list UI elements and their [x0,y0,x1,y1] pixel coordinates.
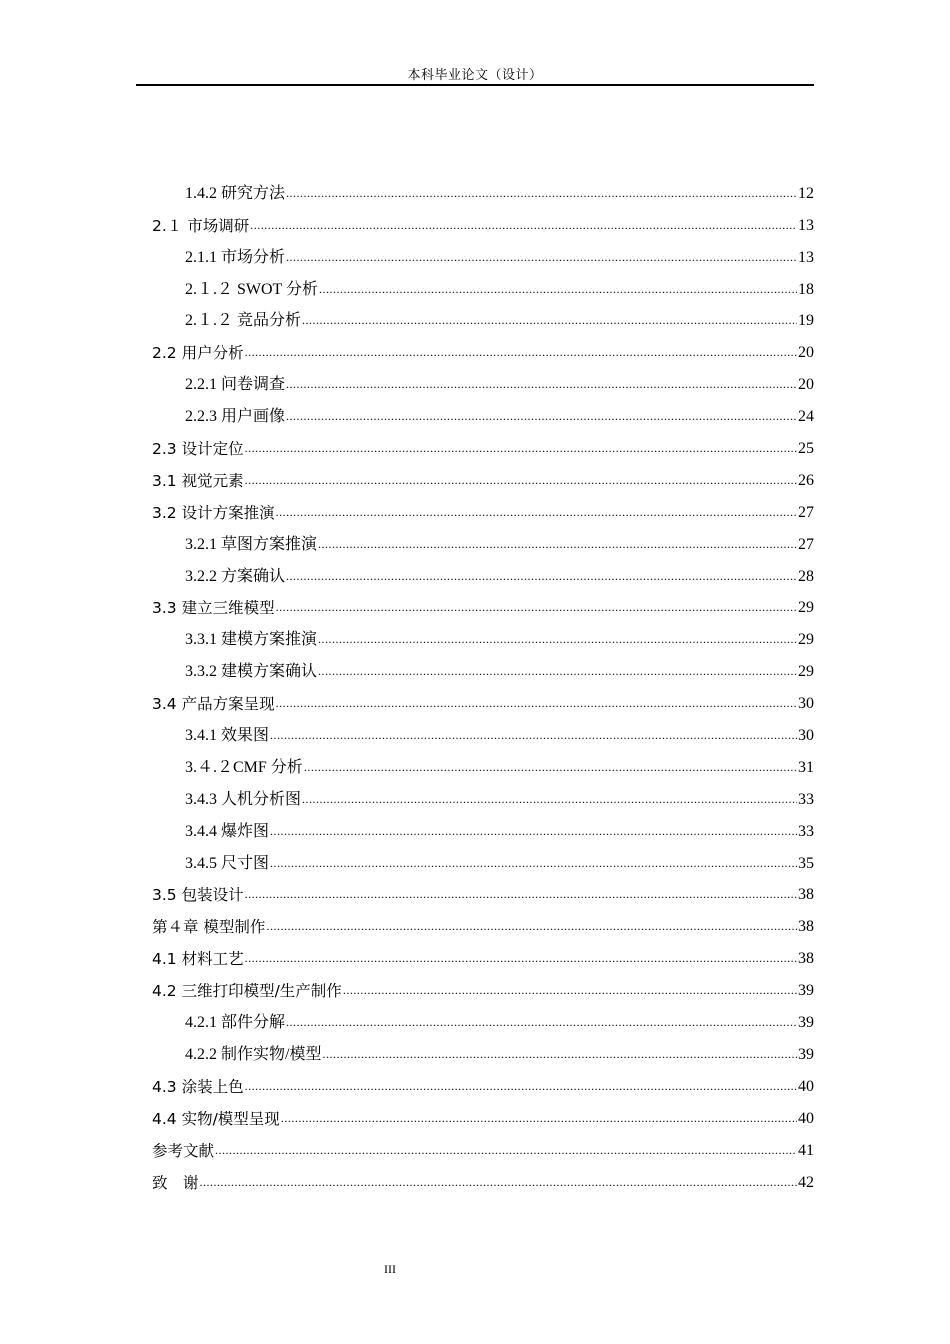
toc-dot-leader [245,438,797,458]
toc-entry-page: 33 [798,790,814,808]
toc-dot-leader [245,948,797,968]
toc-entry-title: 3.3 建立三维模型 [152,599,275,618]
toc-entry-title: 4.1 材料工艺 [152,950,244,969]
toc-entry-page: 30 [798,727,814,745]
toc-entry-title: 3.4.4 爆炸图 [185,822,270,840]
toc-entry-title: 参考文献 [152,1141,215,1160]
toc-entry-page: 39 [798,1045,814,1063]
toc-dot-leader [302,310,797,330]
toc-entry[interactable] [152,395,814,427]
toc-dot-leader [318,534,797,554]
toc-entry-page: 29 [798,599,814,617]
toc-entry-page: 19 [798,312,814,330]
toc-entry-title: 3.3.2 建模方案确认 [185,663,318,681]
toc-dot-leader [281,1108,797,1128]
toc-entry[interactable] [152,268,814,300]
toc-entry-title: 致 谢 [152,1173,199,1192]
toc-dot-leader [302,789,797,809]
toc-entry[interactable] [152,459,814,491]
toc-dot-leader [318,629,797,649]
toc-entry[interactable] [152,1161,814,1193]
toc-entry[interactable] [152,746,814,778]
toc-entry-page: 40 [798,1077,814,1095]
toc-entry-page: 28 [798,567,814,585]
toc-entry-title: 2.１ 市场调研 [152,216,250,235]
toc-entry-title: 4.3 涂装上色 [152,1077,244,1096]
toc-entry-page: 30 [798,695,814,713]
toc-entry-title: 第４章 模型制作 [152,918,266,937]
page-header-title: 本科毕业论文（设计） [407,67,543,82]
toc-entry-page: 27 [798,535,814,553]
toc-dot-leader [286,183,797,203]
toc-entry-page: 38 [798,950,814,968]
toc-entry-page: 29 [798,631,814,649]
toc-entry[interactable] [152,363,814,395]
toc-entry-title: 3.4.3 人机分析图 [185,790,302,808]
toc-entry-title: 2.2.1 问卷调查 [185,376,286,394]
toc-entry-title: 3.3.1 建模方案推演 [185,631,318,649]
toc-entry-title: 3.2 设计方案推演 [152,503,275,522]
toc-entry-title: 2.2 用户分析 [152,344,244,363]
toc-entry[interactable] [152,778,814,810]
toc-entry[interactable] [152,1033,814,1065]
toc-dot-leader [200,1172,797,1192]
toc-entry-title: 3.1 视觉元素 [152,471,244,490]
header-rule [136,84,814,86]
toc-dot-leader [266,916,797,936]
toc-entry-page: 20 [798,376,814,394]
toc-entry-title: 4.2.2 制作实物/模型 [185,1045,322,1063]
toc-entry-page: 27 [798,503,814,521]
toc-dot-leader [286,566,797,586]
toc-dot-leader [270,725,797,745]
toc-entry-page: 38 [798,886,814,904]
toc-entry-title: 3.2.2 方案确认 [185,567,286,585]
toc-entry-title: 1.4.2 研究方法 [185,184,286,202]
toc-entry-page: 20 [798,344,814,362]
toc-dot-leader [270,821,797,841]
toc-dot-leader [245,342,797,362]
toc-dot-leader [270,853,797,873]
toc-entry-title: 3.4 产品方案呈现 [152,695,275,714]
toc-dot-leader [343,980,797,1000]
toc-dot-leader [322,1044,797,1064]
toc-entry-page: 13 [798,216,814,234]
toc-entry[interactable] [152,1065,814,1097]
toc-entry-title: 2.１.２ SWOT 分析 [185,280,319,298]
toc-entry-title: 2.１.２ 竞品分析 [185,312,302,330]
toc-entry-page: 24 [798,408,814,426]
toc-entry-title: 3.4.1 效果图 [185,727,270,745]
toc-entry-page: 39 [798,982,814,1000]
toc-entry[interactable] [152,874,814,906]
toc-entry-page: 39 [798,1014,814,1032]
toc-entry-title: 2.3 设计定位 [152,440,244,459]
toc-entry[interactable] [152,172,814,204]
toc-entry-page: 13 [798,248,814,266]
toc-entry-title: 2.1.1 市场分析 [185,248,286,266]
toc-dot-leader [276,693,797,713]
toc-entry[interactable] [152,937,814,969]
toc-entry[interactable] [152,1129,814,1161]
toc-entry-page: 38 [798,918,814,936]
toc-entry-title: 3.2.1 草图方案推演 [185,535,318,553]
toc-entry-title: 4.2 三维打印模型/生产制作 [152,982,342,1001]
toc-entry-page: 33 [798,822,814,840]
toc-entry-title: 4.4 实物/模型呈现 [152,1109,280,1128]
toc-entry[interactable] [152,1097,814,1129]
toc-entry[interactable] [152,427,814,459]
toc-entry[interactable] [152,714,814,746]
table-of-contents [152,172,814,1193]
toc-dot-leader [245,1076,797,1096]
toc-dot-leader [276,502,797,522]
toc-dot-leader [286,374,797,394]
toc-entry[interactable] [152,300,814,332]
toc-entry-title: 2.2.3 用户画像 [185,408,286,426]
toc-entry[interactable] [152,236,814,268]
toc-entry[interactable] [152,1001,814,1033]
toc-entry[interactable] [152,650,814,682]
toc-dot-leader [286,1012,797,1032]
toc-dot-leader [304,757,797,777]
toc-dot-leader [286,247,797,267]
toc-entry-page: 35 [798,854,814,872]
toc-entry-page: 29 [798,663,814,681]
toc-dot-leader [276,597,797,617]
toc-entry-title: 3.４.２CMF 分析 [185,758,303,776]
toc-entry[interactable] [152,587,814,619]
toc-entry-title: 3.5 包装设计 [152,886,244,905]
toc-dot-leader [245,884,797,904]
toc-entry-page: 42 [798,1173,814,1191]
toc-entry[interactable] [152,555,814,587]
toc-dot-leader [318,661,797,681]
toc-dot-leader [319,279,797,299]
toc-entry-title: 3.4.5 尺寸图 [185,854,270,872]
toc-dot-leader [250,215,797,235]
toc-entry[interactable] [152,969,814,1001]
toc-entry[interactable] [152,842,814,874]
toc-entry-page: 26 [798,471,814,489]
toc-entry[interactable] [152,682,814,714]
toc-entry[interactable] [152,523,814,555]
toc-dot-leader [245,470,797,490]
toc-entry[interactable] [152,491,814,523]
toc-entry-page: 12 [798,184,814,202]
toc-entry[interactable] [152,331,814,363]
toc-dot-leader [215,1140,797,1160]
toc-entry-page: 40 [798,1109,814,1127]
toc-entry-page: 18 [798,280,814,298]
toc-dot-leader [286,406,797,426]
toc-entry-title: 4.2.1 部件分解 [185,1014,286,1032]
toc-entry[interactable] [152,204,814,236]
toc-entry-page: 41 [798,1141,814,1159]
toc-entry-page: 25 [798,440,814,458]
toc-entry[interactable] [152,810,814,842]
toc-entry-page: 31 [798,758,814,776]
page-number: III [384,1262,396,1276]
toc-entry[interactable] [152,905,814,937]
toc-entry[interactable] [152,618,814,650]
